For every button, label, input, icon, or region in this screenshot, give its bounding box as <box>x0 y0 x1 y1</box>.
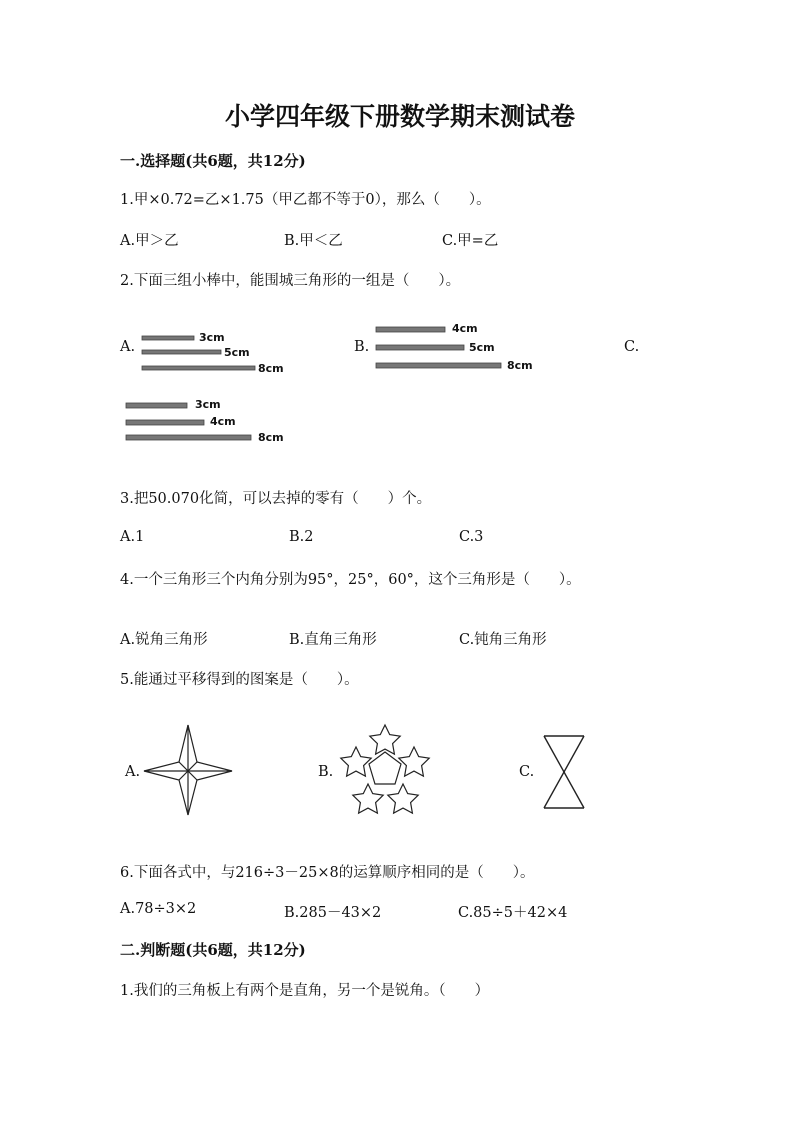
stick-c-label-2: 4cm <box>210 415 236 428</box>
question-6-text: 6.下面各式中，与216÷3－25×8的运算顺序相同的是（ ）。 <box>120 865 535 881</box>
stick-c-label-1: 3cm <box>195 398 221 411</box>
question-3-option-a: A.1 <box>120 529 145 545</box>
question-4-option-b: B.直角三角形 <box>289 632 377 648</box>
stick-b-label-3: 8cm <box>507 359 533 372</box>
question-1-text: 1.甲×0.72=乙×1.75（甲乙都不等于0），那么（ ）。 <box>120 192 491 208</box>
section-heading-choice: 一.选择题(共6题，共12分) <box>120 152 306 170</box>
question-4-option-c: C.钝角三角形 <box>459 632 547 648</box>
question-2-option-c-letter: C. <box>624 339 640 355</box>
hourglass-figure <box>544 736 584 808</box>
stick-a-label-2: 5cm <box>224 346 250 359</box>
question-3-option-c: C.3 <box>459 529 484 545</box>
question-5-option-a-letter: A. <box>125 764 141 780</box>
question-2-option-b-letter: B. <box>354 339 370 355</box>
stick-b-label-2: 5cm <box>469 341 495 354</box>
question-4-text: 4.一个三角形三个内角分别为95°，25°，60°，这个三角形是（ ）。 <box>120 572 581 588</box>
question-5-option-b-letter: B. <box>318 764 334 780</box>
question-6-option-a: A.78÷3×2 <box>120 901 197 917</box>
question-4-option-a: A.锐角三角形 <box>120 632 208 648</box>
section-heading-true-false: 二.判断题(共6题，共12分) <box>120 941 306 959</box>
question-3-option-b: B.2 <box>289 529 314 545</box>
question-2-text: 2.下面三组小棒中，能围城三角形的一组是（ ）。 <box>120 273 461 289</box>
four-point-star-figure <box>144 725 232 815</box>
question-2-option-a-letter: A. <box>120 339 136 355</box>
stick-b-label-1: 4cm <box>452 322 478 335</box>
page-title: 小学四年级下册数学期末测试卷 <box>224 102 575 131</box>
stick-a-label-3: 8cm <box>258 362 284 375</box>
question-1-option-c: C.甲=乙 <box>442 233 499 249</box>
question-1-option-a: A.甲＞乙 <box>120 233 179 249</box>
stick-c-label-3: 8cm <box>258 431 284 444</box>
five-stars-figure <box>341 725 429 813</box>
question-6-option-b: B.285－43×2 <box>284 905 382 921</box>
tf-question-1-text: 1.我们的三角板上有两个是直角，另一个是锐角。（ ） <box>120 983 490 999</box>
question-6-option-c: C.85÷5＋42×4 <box>458 905 568 921</box>
question-5-option-c-letter: C. <box>519 764 535 780</box>
question-3-text: 3.把50.070化简，可以去掉的零有（ ）个。 <box>120 491 432 507</box>
question-5-text: 5.能通过平移得到的图案是（ ）。 <box>120 672 359 688</box>
stick-a-label-1: 3cm <box>199 331 225 344</box>
question-1-option-b: B.甲＜乙 <box>284 233 343 249</box>
